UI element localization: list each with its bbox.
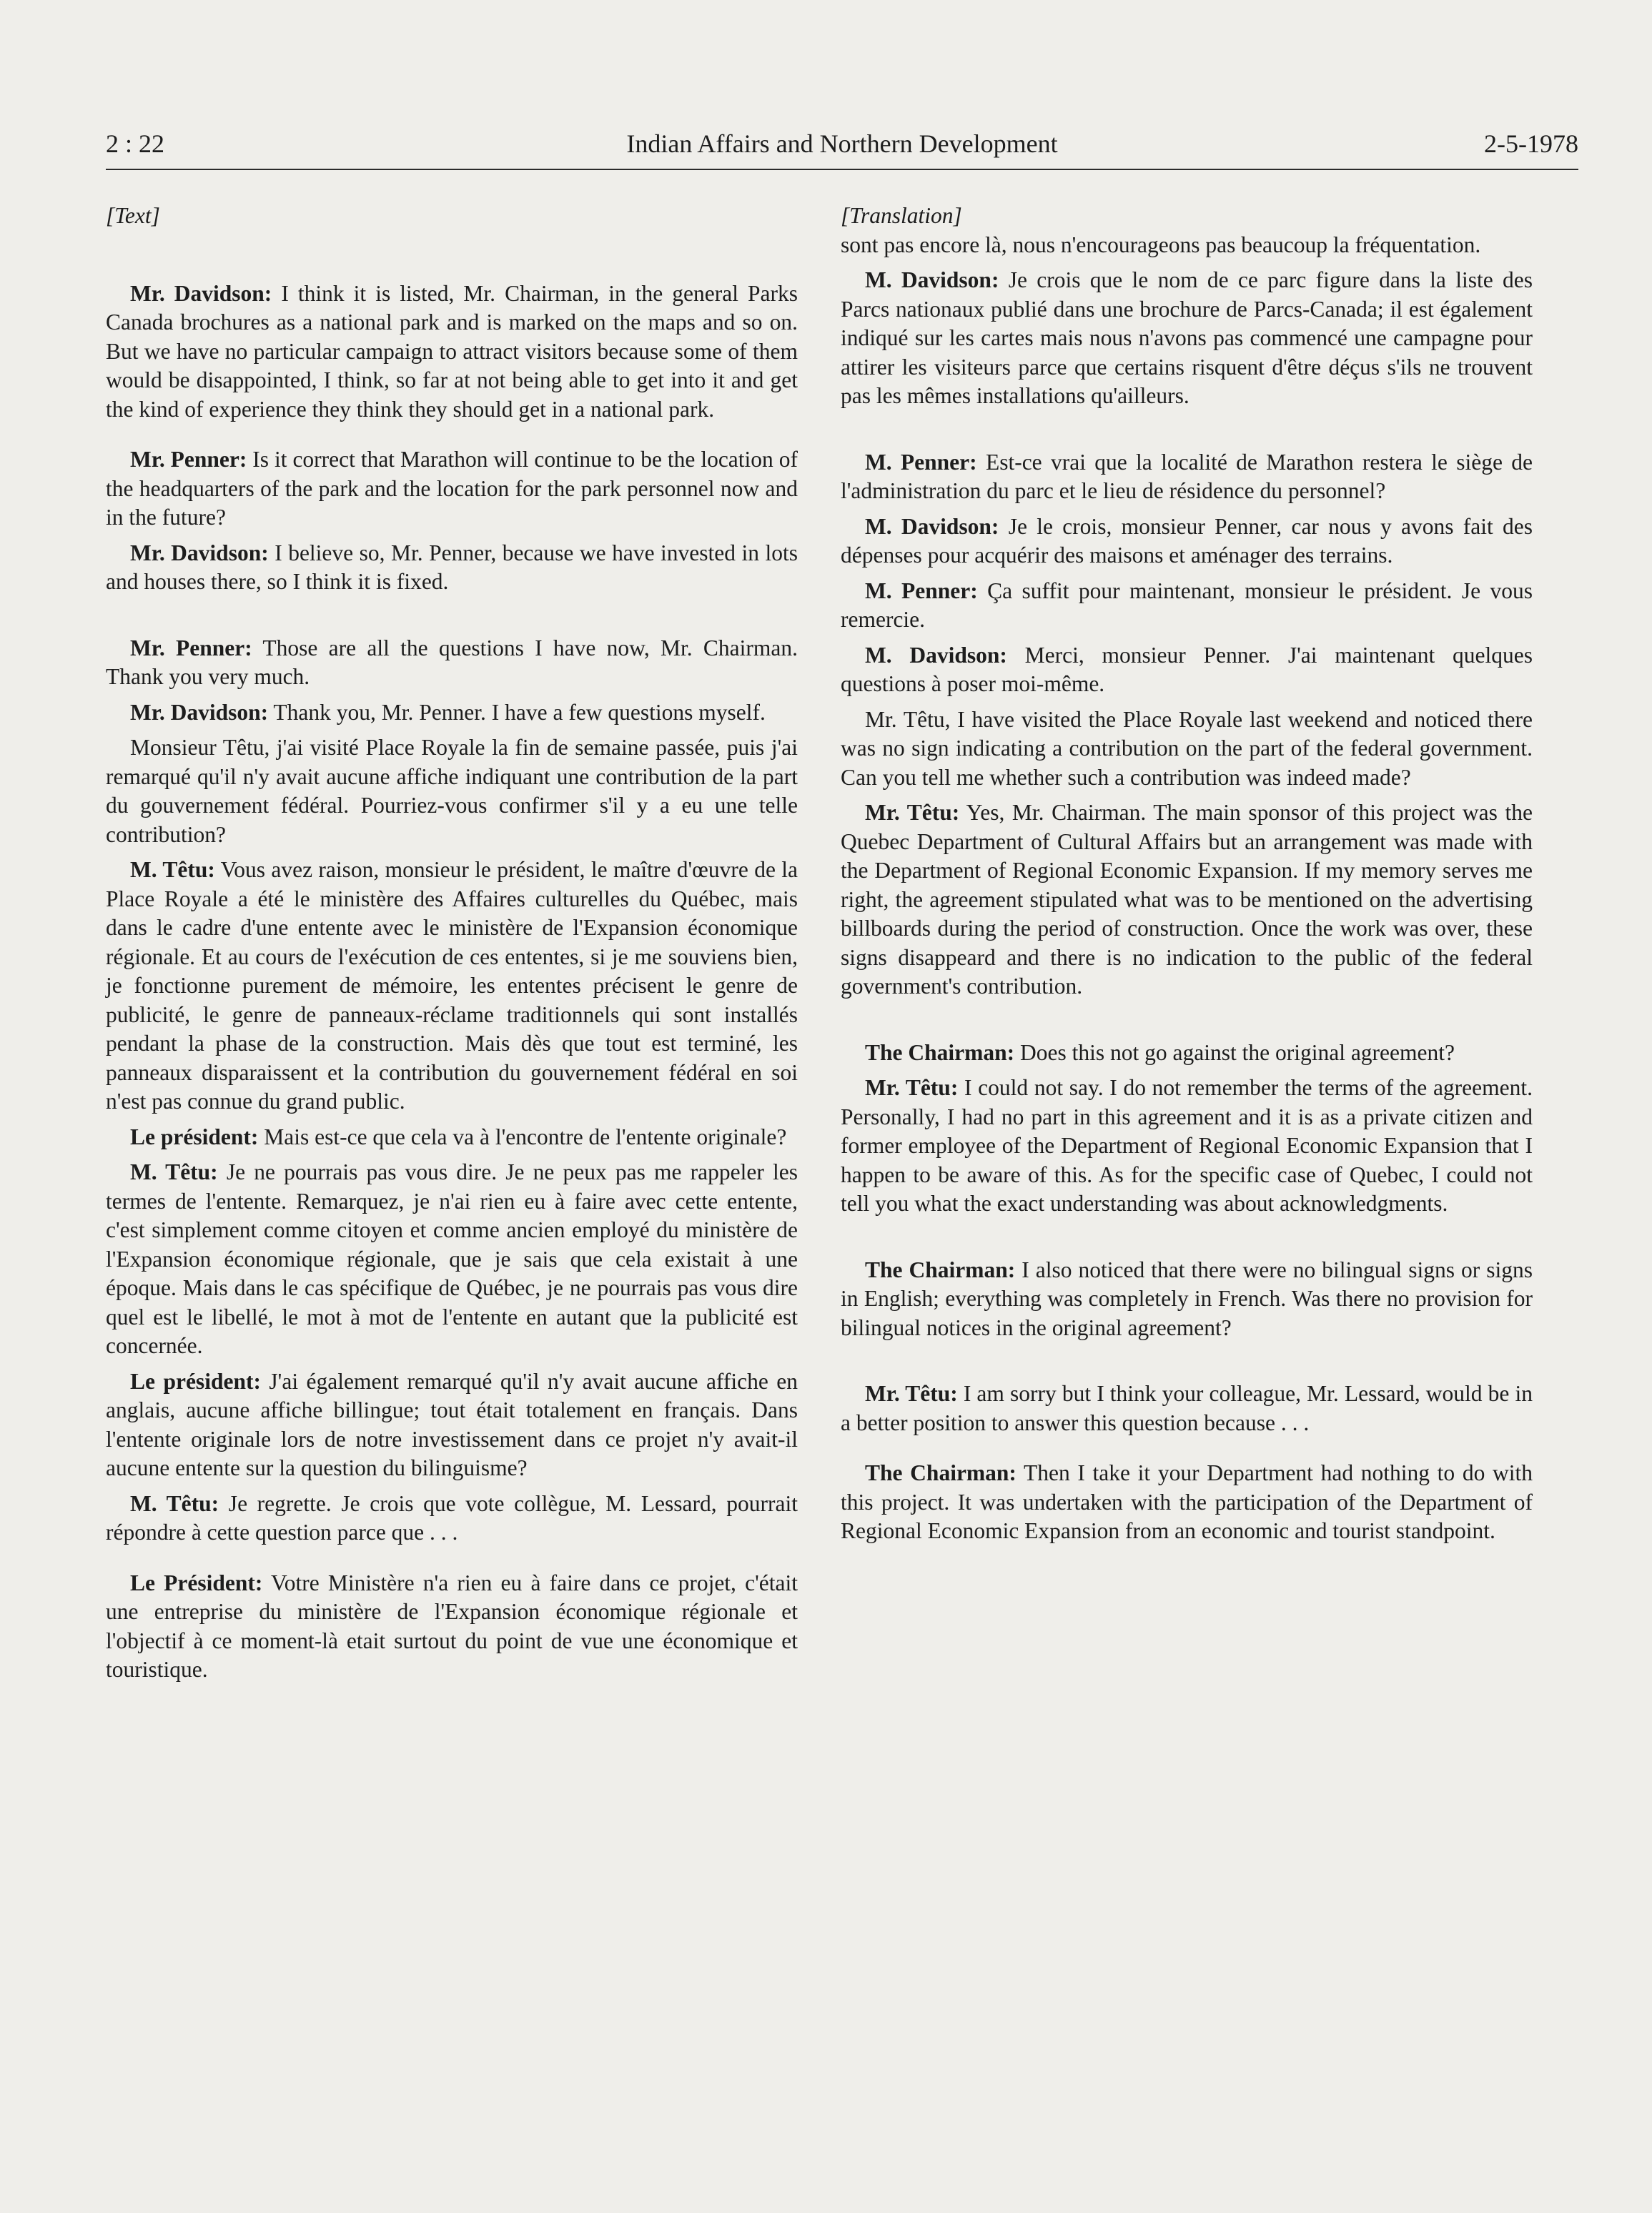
paragraph bbox=[841, 1380, 1533, 1437]
header-rule bbox=[106, 169, 1578, 170]
speech-text: Yes, Mr. Chairman. The main sponsor of this project was the Quebec Department of Cultural Affairs but an arrangement was made with the Department of Regional Economic Expansion. If my memory serves me right, the agreement stipulated what was to be mentioned on the advertising billboards during the period of construction. Once the work was over, these signs disappeard and there is no indication to the public of the federal government's contribution. bbox=[841, 800, 1533, 999]
speech-text: Vous avez raison, monsieur le président, le maître d'œuvre de la Place Royale a été le ministère des Affaires culturelles du Québec, mais dans le cadre d'une entente avec le ministère de l'Expansion économique régionale. Et au cours de l'exécution de ces ententes, si je me souviens bien, je fonctionne purement de mémoire, les ententes précisent le genre de publicité, le genre de panneaux-réclame traditionnels qui sont installés pendant la phase de la construction. Mais dès que tout est terminé, les panneaux disparaissent et la contribution du gouvernement fédéral en soi n'est pas connue du grand public. bbox=[106, 857, 798, 1114]
paragraph bbox=[841, 266, 1533, 411]
speech-text: Est-ce vrai que la localité de Marathon restera le siège de l'administration du parc et le lieu de résidence du personnel? bbox=[841, 449, 1533, 503]
speech-text: Monsieur Têtu, j'ai visité Place Royale la fin de semaine passée, puis j'ai remarqué qu'il n'y avait aucune affiche indiquant une contribution de la part du gouvernement fédéral. Pourriez-vous confirmer s'il y a eu une telle contribution? bbox=[106, 735, 798, 847]
speech-text: Thank you, Mr. Penner. I have a few questions myself. bbox=[268, 699, 766, 725]
speech-text: I am sorry but I think your colleague, Mr. Lessard, would be in a better position to answer this question because . . . bbox=[841, 1381, 1533, 1435]
page-number: 2 : 22 bbox=[106, 129, 165, 158]
paragraph bbox=[106, 1123, 798, 1152]
left-column bbox=[106, 202, 798, 1685]
speaker-label: Mr. Davidson: bbox=[130, 280, 272, 306]
speech-text: Mr. Têtu, I have visited the Place Royale last weekend and noticed there was no sign indicating a contribution on the part of the federal government. Can you tell me whether such a contribution was indeed made? bbox=[841, 706, 1533, 790]
speaker-label: M. Penner: bbox=[865, 578, 978, 603]
speaker-label: Mr. Têtu: bbox=[865, 800, 960, 825]
speech-text: Merci, monsieur Penner. J'ai maintenant quelques questions à poser moi-même. bbox=[841, 642, 1533, 696]
speaker-label: Le président: bbox=[130, 1368, 261, 1394]
speech-text: Votre Ministère n'a rien eu à faire dans ce projet, c'était une entreprise du ministère de l'Expansion économique régionale et l'objectif à ce moment-là etait surtout du point de vue une économique et touristique. bbox=[106, 1570, 798, 1682]
speaker-label: M. Têtu: bbox=[130, 857, 215, 882]
paragraph bbox=[106, 1158, 798, 1361]
speaker-label: Mr. Davidson: bbox=[130, 699, 269, 725]
speaker-label: M. Penner: bbox=[865, 449, 977, 475]
speech-text: Does this not go against the original agreement? bbox=[1014, 1039, 1455, 1065]
speaker-label: The Chairman: bbox=[865, 1460, 1017, 1485]
paragraph bbox=[106, 1569, 798, 1685]
paragraph bbox=[106, 279, 798, 425]
paragraph bbox=[841, 1256, 1533, 1343]
speech-text: I believe so, Mr. Penner, because we have invested in lots and houses there, so I think it is fixed. bbox=[106, 540, 798, 594]
speech-text: Je regrette. Je crois que vote collègue, M. Lessard, pourrait répondre à cette question parce que . . . bbox=[106, 1490, 798, 1545]
speech-text: Je ne pourrais pas vous dire. Je ne peux pas me rappeler les termes de l'entente. Remarquez, je n'ai rien eu à faire avec cette entente, c'est simplement comme citoyen et comme ancien employé du ministère de l'Expansion économique régionale, que je sais que cela existait à une époque. Mais dans le cas spécifique de Québec, je ne pourrais pas vous dire quel est le libellé, le mot à mot de l'entente en autant que la publicité est concernée. bbox=[106, 1159, 798, 1358]
paragraph bbox=[106, 1490, 798, 1548]
paragraph bbox=[841, 706, 1533, 793]
speaker-label: M. Davidson: bbox=[865, 267, 999, 292]
speaker-label: M. Têtu: bbox=[130, 1490, 219, 1516]
header-date: 2-5-1978 bbox=[1484, 129, 1578, 158]
paragraph bbox=[106, 539, 798, 597]
paragraph bbox=[106, 698, 798, 728]
paragraph bbox=[841, 641, 1533, 699]
speaker-label: The Chairman: bbox=[865, 1039, 1015, 1065]
paragraph bbox=[106, 445, 798, 533]
paragraph bbox=[841, 1459, 1533, 1546]
speaker-label: Mr. Penner: bbox=[130, 447, 247, 472]
speech-text: I also noticed that there were no bilingual signs or signs in English; everything was completely in French. Was there no provision for bilingual notices in the original agreement? bbox=[841, 1257, 1533, 1340]
paragraph bbox=[106, 733, 798, 849]
speaker-label: Le président: bbox=[130, 1124, 259, 1149]
speech-text: Je le crois, monsieur Penner, car nous y avons fait des dépenses pour acquérir des maisons et aménager des terrains. bbox=[841, 513, 1533, 568]
paragraph bbox=[841, 798, 1533, 1001]
paragraph bbox=[841, 231, 1533, 260]
speaker-label: Mr. Davidson: bbox=[130, 540, 269, 565]
speaker-label: M. Têtu: bbox=[130, 1159, 218, 1184]
right-column bbox=[841, 202, 1533, 1546]
speech-text: J'ai également remarqué qu'il n'y avait aucune affiche en anglais, aucune affiche billingue; tout était totalement en français. Dans l'entente originale lors de notre investissement dans ce projet n'y avait-il aucune entente sur la question du bilinguisme? bbox=[106, 1368, 798, 1480]
speech-text: I could not say. I do not remember the terms of the agreement. Personally, I had no part in this agreement and it is as a private citizen and former employee of the Department of Regional Economic Expansion that I happen to be aware of this. As for the specific case of Quebec, I could not tell you what the exact understanding was about acknowledgments. bbox=[841, 1075, 1533, 1216]
speech-text: Je crois que le nom de ce parc figure dans la liste des Parcs nationaux publié dans une brochure de Parcs-Canada; il est également indiqué sur les cartes mais nous n'avons pas commencé une campagne pour attirer les visiteurs parce que certains risquent d'être déçus s'ils ne trouvent pas les mêmes installations qu'ailleurs. bbox=[841, 267, 1533, 408]
speech-text: Is it correct that Marathon will continue to be the location of the headquarters of the park and the location for the park personnel now and in the future? bbox=[106, 447, 798, 530]
paragraph bbox=[841, 448, 1533, 506]
running-title: Indian Affairs and Northern Development bbox=[626, 129, 1058, 158]
speech-text: I think it is listed, Mr. Chairman, in the general Parks Canada brochures as a national park and is marked on the maps and so on. But we have no particular campaign to attract visitors because some of them would be disappointed, I think, so far at not being able to get into it and get the kind of experience they think they should get in a national park. bbox=[106, 280, 798, 422]
page-header bbox=[106, 129, 1578, 164]
speech-text: sont pas encore là, nous n'encourageons pas beaucoup la fréquentation. bbox=[841, 232, 1481, 257]
paragraph bbox=[106, 856, 798, 1117]
paragraph bbox=[106, 1367, 798, 1483]
speech-text: Mais est-ce que cela va à l'encontre de l'entente originale? bbox=[258, 1124, 787, 1149]
paragraph bbox=[841, 1074, 1533, 1219]
speaker-label: Mr. Têtu: bbox=[865, 1381, 958, 1406]
speech-text: Those are all the questions I have now, Mr. Chairman. Thank you very much. bbox=[106, 635, 798, 689]
column-tag: [Translation] bbox=[841, 203, 962, 228]
speech-text: Ça suffit pour maintenant, monsieur le président. Je vous remercie. bbox=[841, 578, 1533, 632]
speech-text: Then I take it your Department had nothing to do with this project. It was undertaken with the participation of the Department of Regional Economic Expansion from an economic and tourist standpoint. bbox=[841, 1460, 1533, 1543]
speaker-label: Mr. Penner: bbox=[130, 635, 252, 660]
column-tag: [Text] bbox=[106, 203, 160, 228]
paragraph bbox=[841, 1039, 1533, 1068]
paragraph bbox=[841, 577, 1533, 635]
speaker-label: The Chairman: bbox=[865, 1257, 1016, 1282]
speaker-label: M. Davidson: bbox=[865, 642, 1007, 668]
speaker-label: M. Davidson: bbox=[865, 513, 999, 539]
speaker-label: Le Président: bbox=[130, 1570, 263, 1595]
paragraph bbox=[841, 513, 1533, 570]
paragraph bbox=[106, 634, 798, 692]
speaker-label: Mr. Têtu: bbox=[865, 1075, 959, 1100]
